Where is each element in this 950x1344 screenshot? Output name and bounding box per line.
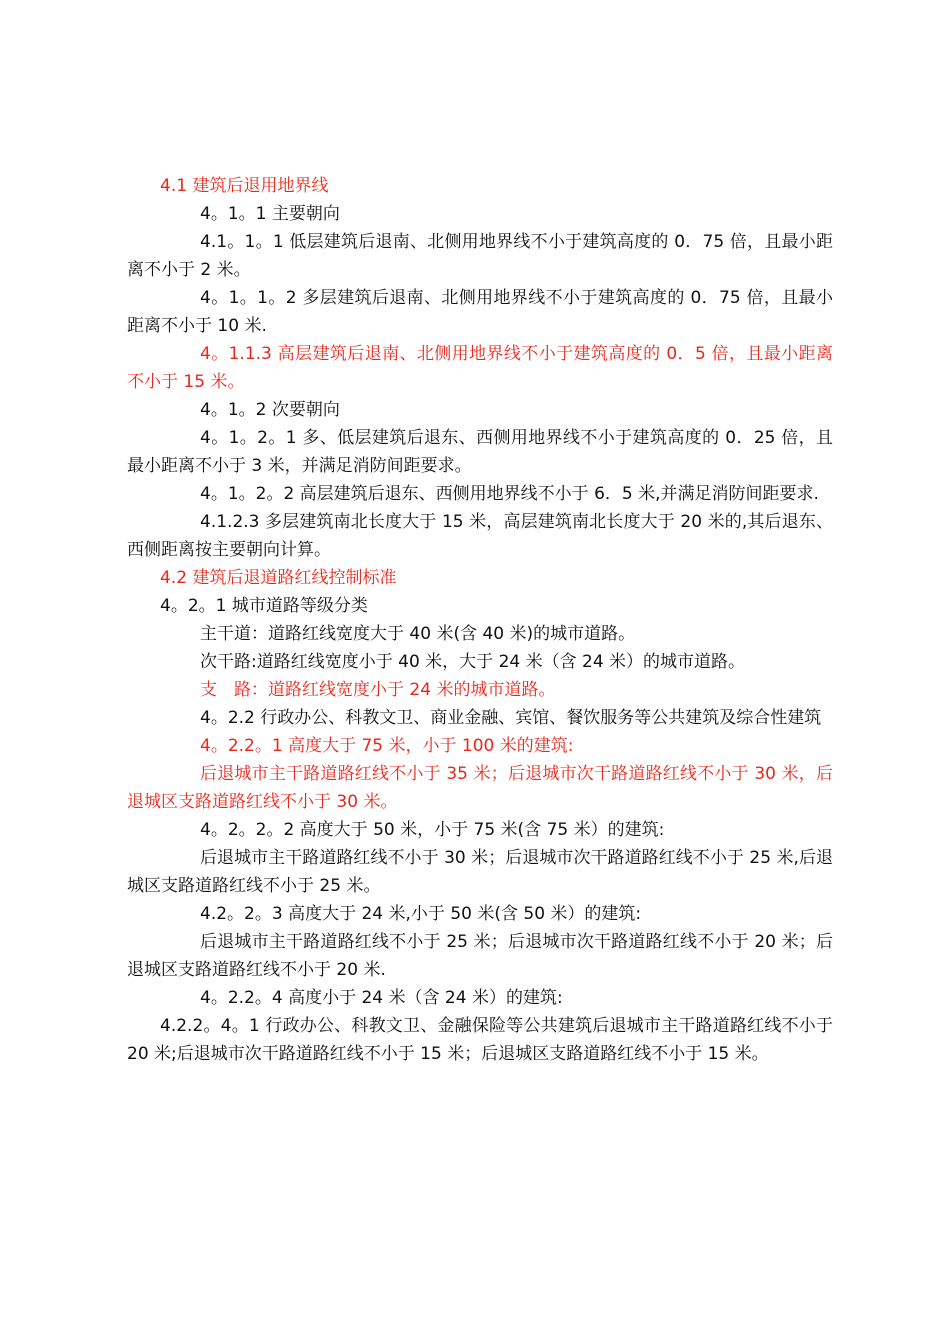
paragraph: 次干路:道路红线宽度小于 40 米，大于 24 米（含 24 米）的城市道路。 <box>200 652 746 672</box>
paragraph: 4。2.2 行政办公、科教文卫、商业金融、宾馆、餐饮服务等公共建筑及综合性建筑 <box>200 708 822 728</box>
paragraph: 4。1。2。2 高层建筑后退东、西侧用地界线不小于 6．5 米,并满足消防间距要求. <box>200 484 819 504</box>
paragraph-highlighted: 支 路：道路红线宽度小于 24 米的城市道路。 <box>200 680 556 700</box>
section-heading-4-2: 4.2 建筑后退道路红线控制标准 <box>160 568 397 588</box>
paragraph-highlighted: 后退城市主干路道路红线不小于 35 米；后退城市次干路道路红线不小于 30 米，后退城区支路道路红线不小于 30 米。 <box>127 764 833 812</box>
paragraph-highlighted: 4。1.1.3 高层建筑后退南、北侧用地界线不小于建筑高度的 0．5 倍，且最小距离不小于 15 米。 <box>127 344 833 392</box>
paragraph: 4.1。1。1 低层建筑后退南、北侧用地界线不小于建筑高度的 0．75 倍，且最小距离不小于 2 米。 <box>127 232 833 280</box>
paragraph: 4.2.2。4。1 行政办公、科教文卫、金融保险等公共建筑后退城市主干路道路红线不小于 20 米;后退城市次干路道路红线不小于 15 米；后退城区支路道路红线不小于 15 米。 <box>127 1016 833 1064</box>
paragraph: 4。2。1 城市道路等级分类 <box>160 596 368 616</box>
paragraph: 后退城市主干路道路红线不小于 25 米；后退城市次干路道路红线不小于 20 米；后退城区支路道路红线不小于 20 米. <box>127 932 833 980</box>
paragraph: 4。2.2。4 高度小于 24 米（含 24 米）的建筑: <box>200 988 563 1008</box>
section-heading-4-1: 4.1 建筑后退用地界线 <box>160 176 329 196</box>
paragraph: 4。1。1。2 多层建筑后退南、北侧用地界线不小于建筑高度的 0．75 倍，且最小距离不小于 10 米. <box>127 288 833 336</box>
paragraph: 4。1。2。1 多、低层建筑后退东、西侧用地界线不小于建筑高度的 0．25 倍，且最小距离不小于 3 米，并满足消防间距要求。 <box>127 428 833 476</box>
document-body <box>127 172 833 1068</box>
paragraph: 4.2。2。3 高度大于 24 米,小于 50 米(含 50 米）的建筑: <box>200 904 642 924</box>
paragraph: 后退城市主干路道路红线不小于 30 米；后退城市次干路道路红线不小于 25 米,后退城区支路道路红线不小于 25 米。 <box>127 848 833 896</box>
paragraph: 主干道：道路红线宽度大于 40 米(含 40 米)的城市道路。 <box>200 624 636 644</box>
paragraph: 4。2。2。2 高度大于 50 米，小于 75 米(含 75 米）的建筑: <box>200 820 665 840</box>
paragraph-highlighted: 4。2.2。1 高度大于 75 米，小于 100 米的建筑: <box>200 736 574 756</box>
paragraph: 4。1。1 主要朝向 <box>200 204 340 224</box>
paragraph: 4.1.2.3 多层建筑南北长度大于 15 米，高层建筑南北长度大于 20 米的,其后退东、西侧距离按主要朝向计算。 <box>127 512 833 560</box>
paragraph: 4。1。2 次要朝向 <box>200 400 340 420</box>
